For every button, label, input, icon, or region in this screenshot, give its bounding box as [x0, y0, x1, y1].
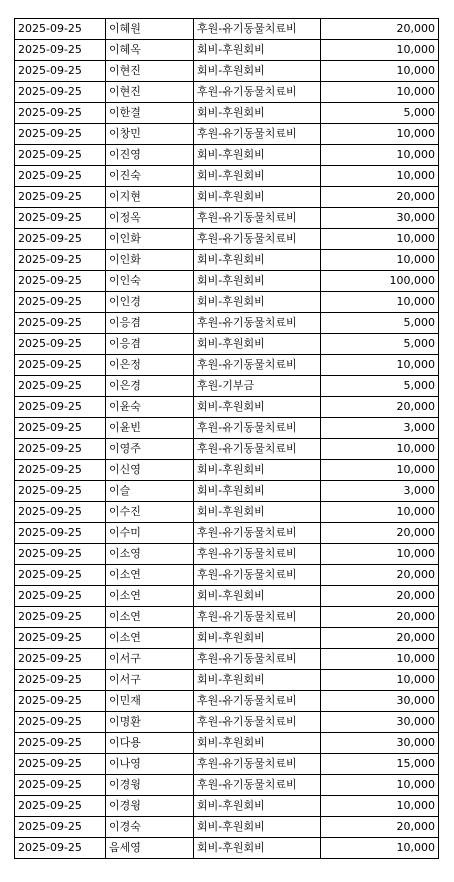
amount-cell: 30,000 [321, 712, 439, 733]
amount-cell: 10,000 [321, 82, 439, 103]
amount-cell: 5,000 [321, 103, 439, 124]
donor-name-cell: 이수미 [106, 523, 194, 544]
date-cell: 2025-09-25 [15, 565, 106, 586]
date-cell: 2025-09-25 [15, 586, 106, 607]
date-cell: 2025-09-25 [15, 775, 106, 796]
date-cell: 2025-09-25 [15, 292, 106, 313]
category-cell: 후원-기부금 [194, 376, 321, 397]
category-cell: 회비-후원회비 [194, 733, 321, 754]
table-row [15, 649, 439, 670]
donor-name-cell: 이은경 [106, 376, 194, 397]
amount-cell: 10,000 [321, 838, 439, 859]
date-cell: 2025-09-25 [15, 628, 106, 649]
date-cell: 2025-09-25 [15, 817, 106, 838]
category-cell: 회비-후원회비 [194, 292, 321, 313]
table-row [15, 376, 439, 397]
category-cell: 회비-후원회비 [194, 103, 321, 124]
date-cell: 2025-09-25 [15, 397, 106, 418]
amount-cell: 3,000 [321, 418, 439, 439]
table-row [15, 691, 439, 712]
table-row [15, 124, 439, 145]
donor-name-cell: 음세영 [106, 838, 194, 859]
amount-cell: 10,000 [321, 61, 439, 82]
table-row [15, 187, 439, 208]
donor-name-cell: 이윤빈 [106, 418, 194, 439]
table-row [15, 166, 439, 187]
donor-name-cell: 이혜원 [106, 19, 194, 40]
category-cell: 후원-유기동물치료비 [194, 544, 321, 565]
category-cell: 회비-후원회비 [194, 628, 321, 649]
amount-cell: 10,000 [321, 775, 439, 796]
amount-cell: 20,000 [321, 523, 439, 544]
table-row [15, 523, 439, 544]
donor-name-cell: 이명환 [106, 712, 194, 733]
category-cell: 회비-후원회비 [194, 145, 321, 166]
donor-name-cell: 이소연 [106, 565, 194, 586]
amount-cell: 10,000 [321, 229, 439, 250]
category-cell: 회비-후원회비 [194, 838, 321, 859]
date-cell: 2025-09-25 [15, 649, 106, 670]
category-cell: 후원-유기동물치료비 [194, 19, 321, 40]
amount-cell: 10,000 [321, 502, 439, 523]
category-cell: 후원-유기동물치료비 [194, 754, 321, 775]
date-cell: 2025-09-25 [15, 250, 106, 271]
category-cell: 후원-유기동물치료비 [194, 712, 321, 733]
category-cell: 회비-후원회비 [194, 334, 321, 355]
date-cell: 2025-09-25 [15, 691, 106, 712]
category-cell: 후원-유기동물치료비 [194, 82, 321, 103]
date-cell: 2025-09-25 [15, 607, 106, 628]
amount-cell: 20,000 [321, 19, 439, 40]
amount-cell: 100,000 [321, 271, 439, 292]
category-cell: 회비-후원회비 [194, 670, 321, 691]
amount-cell: 20,000 [321, 397, 439, 418]
amount-cell: 30,000 [321, 208, 439, 229]
amount-cell: 10,000 [321, 166, 439, 187]
donor-name-cell: 이경윙 [106, 775, 194, 796]
table-row [15, 250, 439, 271]
category-cell: 회비-후원회비 [194, 166, 321, 187]
category-cell: 후원-유기동물치료비 [194, 523, 321, 544]
amount-cell: 10,000 [321, 439, 439, 460]
amount-cell: 10,000 [321, 250, 439, 271]
date-cell: 2025-09-25 [15, 481, 106, 502]
donor-name-cell: 이경숙 [106, 817, 194, 838]
table-row [15, 670, 439, 691]
donor-name-cell: 이다용 [106, 733, 194, 754]
date-cell: 2025-09-25 [15, 334, 106, 355]
table-row [15, 313, 439, 334]
table-row [15, 82, 439, 103]
amount-cell: 5,000 [321, 334, 439, 355]
table-row [15, 397, 439, 418]
donor-name-cell: 이슬 [106, 481, 194, 502]
table-row [15, 145, 439, 166]
donor-name-cell: 이민재 [106, 691, 194, 712]
amount-cell: 5,000 [321, 376, 439, 397]
date-cell: 2025-09-25 [15, 271, 106, 292]
donation-ledger-table [14, 18, 439, 859]
donor-name-cell: 이한결 [106, 103, 194, 124]
amount-cell: 10,000 [321, 124, 439, 145]
table-row [15, 61, 439, 82]
table-row [15, 460, 439, 481]
donor-name-cell: 이정옥 [106, 208, 194, 229]
amount-cell: 20,000 [321, 565, 439, 586]
amount-cell: 30,000 [321, 691, 439, 712]
date-cell: 2025-09-25 [15, 754, 106, 775]
ledger-sheet [14, 18, 439, 859]
date-cell: 2025-09-25 [15, 40, 106, 61]
date-cell: 2025-09-25 [15, 838, 106, 859]
table-row [15, 229, 439, 250]
table-row [15, 565, 439, 586]
donor-name-cell: 이진숙 [106, 166, 194, 187]
category-cell: 회비-후원회비 [194, 586, 321, 607]
table-row [15, 796, 439, 817]
date-cell: 2025-09-25 [15, 82, 106, 103]
table-row [15, 19, 439, 40]
table-row [15, 607, 439, 628]
category-cell: 후원-유기동물치료비 [194, 229, 321, 250]
date-cell: 2025-09-25 [15, 145, 106, 166]
donor-name-cell: 이현진 [106, 82, 194, 103]
category-cell: 회비-후원회비 [194, 460, 321, 481]
table-row [15, 271, 439, 292]
date-cell: 2025-09-25 [15, 712, 106, 733]
table-row [15, 481, 439, 502]
amount-cell: 10,000 [321, 670, 439, 691]
category-cell: 후원-유기동물치료비 [194, 208, 321, 229]
donor-name-cell: 이소연 [106, 607, 194, 628]
date-cell: 2025-09-25 [15, 523, 106, 544]
ledger-body [15, 19, 439, 859]
donor-name-cell: 이경윙 [106, 796, 194, 817]
amount-cell: 10,000 [321, 40, 439, 61]
donor-name-cell: 이응겸 [106, 313, 194, 334]
category-cell: 회비-후원회비 [194, 397, 321, 418]
donor-name-cell: 이영주 [106, 439, 194, 460]
donor-name-cell: 이윤숙 [106, 397, 194, 418]
donor-name-cell: 이지현 [106, 187, 194, 208]
amount-cell: 20,000 [321, 586, 439, 607]
amount-cell: 20,000 [321, 187, 439, 208]
date-cell: 2025-09-25 [15, 229, 106, 250]
table-row [15, 733, 439, 754]
date-cell: 2025-09-25 [15, 439, 106, 460]
amount-cell: 15,000 [321, 754, 439, 775]
table-row [15, 817, 439, 838]
table-row [15, 292, 439, 313]
category-cell: 회비-후원회비 [194, 61, 321, 82]
date-cell: 2025-09-25 [15, 61, 106, 82]
amount-cell: 10,000 [321, 292, 439, 313]
donor-name-cell: 이현진 [106, 61, 194, 82]
category-cell: 회비-후원회비 [194, 796, 321, 817]
date-cell: 2025-09-25 [15, 733, 106, 754]
table-row [15, 544, 439, 565]
amount-cell: 30,000 [321, 733, 439, 754]
table-row [15, 208, 439, 229]
donor-name-cell: 이창민 [106, 124, 194, 145]
donor-name-cell: 이응겸 [106, 334, 194, 355]
category-cell: 회비-후원회비 [194, 271, 321, 292]
category-cell: 후원-유기동물치료비 [194, 565, 321, 586]
table-row [15, 103, 439, 124]
category-cell: 회비-후원회비 [194, 481, 321, 502]
date-cell: 2025-09-25 [15, 124, 106, 145]
amount-cell: 20,000 [321, 607, 439, 628]
amount-cell: 20,000 [321, 628, 439, 649]
date-cell: 2025-09-25 [15, 355, 106, 376]
date-cell: 2025-09-25 [15, 376, 106, 397]
category-cell: 회비-후원회비 [194, 40, 321, 61]
category-cell: 후원-유기동물치료비 [194, 313, 321, 334]
table-row [15, 418, 439, 439]
date-cell: 2025-09-25 [15, 313, 106, 334]
date-cell: 2025-09-25 [15, 19, 106, 40]
donor-name-cell: 이진영 [106, 145, 194, 166]
date-cell: 2025-09-25 [15, 166, 106, 187]
amount-cell: 10,000 [321, 796, 439, 817]
amount-cell: 10,000 [321, 145, 439, 166]
date-cell: 2025-09-25 [15, 103, 106, 124]
amount-cell: 10,000 [321, 649, 439, 670]
table-row [15, 334, 439, 355]
date-cell: 2025-09-25 [15, 187, 106, 208]
date-cell: 2025-09-25 [15, 796, 106, 817]
date-cell: 2025-09-25 [15, 460, 106, 481]
amount-cell: 3,000 [321, 481, 439, 502]
category-cell: 후원-유기동물치료비 [194, 607, 321, 628]
category-cell: 회비-후원회비 [194, 502, 321, 523]
donor-name-cell: 이인경 [106, 292, 194, 313]
date-cell: 2025-09-25 [15, 544, 106, 565]
category-cell: 후원-유기동물치료비 [194, 355, 321, 376]
category-cell: 후원-유기동물치료비 [194, 439, 321, 460]
donor-name-cell: 이나영 [106, 754, 194, 775]
amount-cell: 10,000 [321, 544, 439, 565]
table-row [15, 439, 439, 460]
table-row [15, 586, 439, 607]
category-cell: 회비-후원회비 [194, 187, 321, 208]
amount-cell: 10,000 [321, 355, 439, 376]
donor-name-cell: 이수진 [106, 502, 194, 523]
category-cell: 후원-유기동물치료비 [194, 691, 321, 712]
category-cell: 후원-유기동물치료비 [194, 418, 321, 439]
donor-name-cell: 이인화 [106, 250, 194, 271]
table-row [15, 775, 439, 796]
amount-cell: 10,000 [321, 460, 439, 481]
category-cell: 후원-유기동물치료비 [194, 649, 321, 670]
category-cell: 회비-후원회비 [194, 250, 321, 271]
date-cell: 2025-09-25 [15, 208, 106, 229]
table-row [15, 502, 439, 523]
category-cell: 후원-유기동물치료비 [194, 775, 321, 796]
category-cell: 회비-후원회비 [194, 817, 321, 838]
donor-name-cell: 이은정 [106, 355, 194, 376]
date-cell: 2025-09-25 [15, 670, 106, 691]
donor-name-cell: 이신영 [106, 460, 194, 481]
table-row [15, 40, 439, 61]
table-row [15, 712, 439, 733]
donor-name-cell: 이소연 [106, 628, 194, 649]
donor-name-cell: 이서구 [106, 649, 194, 670]
date-cell: 2025-09-25 [15, 418, 106, 439]
table-row [15, 355, 439, 376]
amount-cell: 5,000 [321, 313, 439, 334]
donor-name-cell: 이소영 [106, 544, 194, 565]
donor-name-cell: 이인숙 [106, 271, 194, 292]
donor-name-cell: 이서구 [106, 670, 194, 691]
donor-name-cell: 이혜옥 [106, 40, 194, 61]
donor-name-cell: 이인화 [106, 229, 194, 250]
amount-cell: 20,000 [321, 817, 439, 838]
table-row [15, 838, 439, 859]
category-cell: 후원-유기동물치료비 [194, 124, 321, 145]
table-row [15, 754, 439, 775]
table-row [15, 628, 439, 649]
donor-name-cell: 이소연 [106, 586, 194, 607]
date-cell: 2025-09-25 [15, 502, 106, 523]
